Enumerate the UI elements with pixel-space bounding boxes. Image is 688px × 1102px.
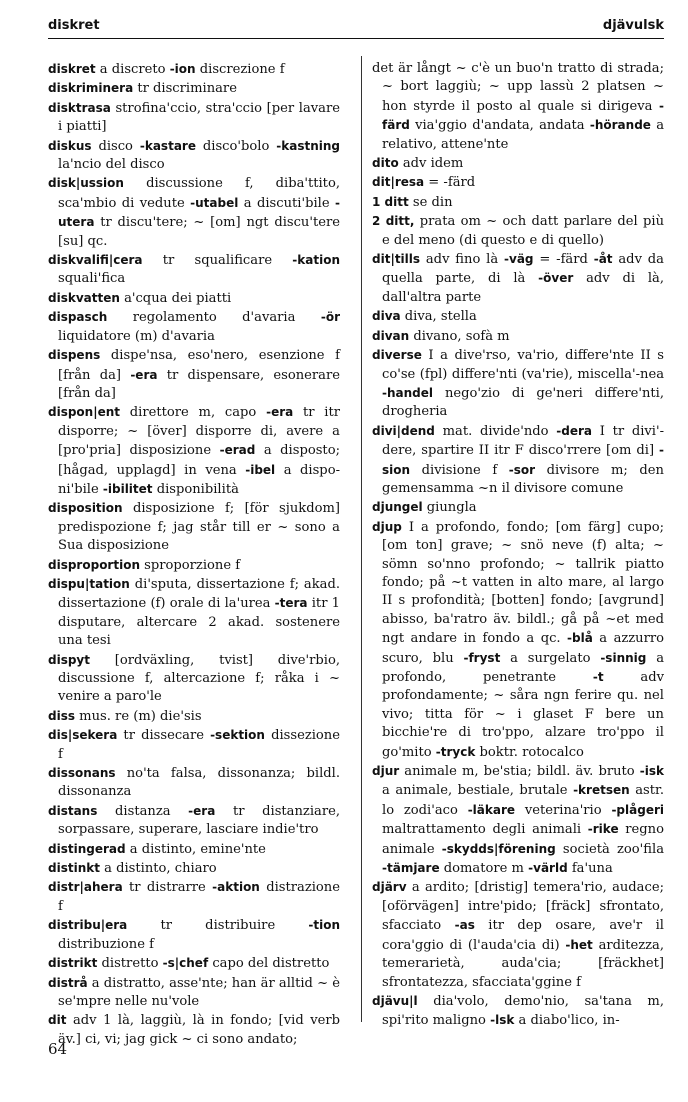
dictionary-entry (372, 250, 664, 307)
definition: adv da quella parte, di là (382, 252, 664, 287)
headword: -kastare (139, 138, 196, 153)
definition: domatore m (439, 861, 529, 877)
headword: -fryst (463, 650, 501, 665)
dictionary-entry (48, 79, 340, 98)
headword: dis|sekera (48, 728, 118, 743)
definition: distrazione f (58, 880, 340, 914)
definition: diva, stella (400, 309, 477, 325)
dictionary-entry (48, 878, 340, 916)
definition: disco'bolo (195, 138, 277, 154)
definition: adv di là, dall'altra parte (382, 271, 664, 305)
dictionary-entry (372, 307, 664, 326)
headword: -t (592, 670, 604, 684)
definition: a distinto, chiaro (99, 861, 217, 877)
headword: -sor (508, 462, 536, 477)
definition: veterina'rio (515, 802, 612, 818)
headword: -ibilitet (102, 481, 153, 496)
definition: det är långt ~ c'è un buo'n tratto di strada; ~ bort laggiù; ~ upp lassù 2 platsen ~ hon styrde il posto al quale si dirigeva (372, 61, 664, 114)
dictionary-entry (372, 327, 664, 346)
dictionary-entry (372, 878, 664, 991)
definition: tr distribuire (127, 918, 309, 934)
dictionary-entry (372, 422, 664, 499)
headword: diva (372, 309, 401, 324)
headword: 1 ditt (372, 194, 409, 209)
dictionary-entry (48, 651, 340, 707)
definition: dissezione f (58, 728, 340, 762)
headword: diskvatten (48, 290, 120, 305)
definition: tr dispensare, esonerare [från da] (58, 367, 340, 401)
headword: disk|ussion (48, 176, 124, 191)
headword: -åt (593, 252, 613, 267)
headword: dit|tills (372, 252, 421, 267)
headword: dispyt (48, 652, 90, 667)
headword: distr|ahera (48, 880, 123, 895)
headword: -hörande (589, 118, 651, 133)
definition: a distratto, asse'nte; han är alltid ~ è se'mpre nelle nu'vole (58, 975, 340, 1009)
definition: a dispo-ni'bile (58, 462, 340, 497)
headword: -sektion (210, 728, 265, 743)
dictionary-entry (48, 575, 340, 651)
definition: = -färd (424, 175, 476, 191)
header-last-entry: djävulsk (602, 18, 664, 33)
headword: dissonans (48, 766, 116, 781)
definition: adv fino là (420, 252, 505, 268)
definition: divisione f (410, 462, 509, 478)
headword: distans (48, 803, 98, 818)
definition: maltrattamento degli animali (382, 822, 588, 838)
headword: -ibel (245, 462, 276, 477)
definition: a profondo, penetrante (382, 650, 665, 685)
headword: distinkt (48, 861, 100, 876)
dictionary-entry (372, 498, 664, 517)
headword: djup (372, 519, 402, 534)
column-divider (361, 56, 362, 1022)
headword: -s|chef (162, 956, 209, 971)
headword: diskret (48, 62, 96, 76)
definition: boktr. rotocalco (475, 744, 584, 760)
definition: animale m, be'stia; bildl. äv. bruto (399, 764, 640, 780)
headword: -plågeri (611, 802, 664, 817)
dictionary-column-right (372, 60, 665, 1029)
headword: diskriminera (48, 81, 134, 96)
dictionary-entry (48, 840, 340, 859)
page-number: 64 (48, 1040, 68, 1058)
headword: dit (48, 1013, 67, 1028)
definition: tr squalificare (142, 253, 293, 269)
dictionary-entry (48, 60, 340, 79)
headword: -isk (639, 764, 664, 779)
headword: diss (48, 708, 75, 723)
headword: -sinnig (600, 650, 647, 665)
definition: sproporzione f (140, 557, 241, 573)
header-first-entry: diskret (48, 18, 100, 33)
headword: distrikt (48, 956, 98, 971)
headword: -färd (382, 98, 664, 133)
definition: distretto (97, 956, 163, 972)
headword: -era (188, 803, 216, 818)
definition: no'ta falsa, dissonanza; bildl. dissonanza (58, 766, 340, 800)
dictionary-entry (372, 154, 664, 173)
dictionary-entry (48, 859, 340, 878)
headword: -era (266, 405, 294, 420)
headword: -het (565, 937, 593, 952)
definition: tr distanziare, sorpassare, superare, lasciare indie'tro (58, 803, 340, 838)
dictionary-entry (372, 992, 664, 1031)
dictionary-entry (48, 802, 340, 840)
headword: dispasch (48, 310, 108, 325)
dictionary-column-left (48, 60, 341, 1047)
definition: se din (408, 194, 453, 210)
definition: di'sputa, dissertazione f; akad. dissertazione (f) orale di la'urea (58, 576, 340, 612)
headword: diverse (372, 348, 422, 363)
definition: mat. divide'ndo (434, 423, 557, 439)
definition: a distinto, emine'nte (125, 841, 266, 857)
definition: astr. lo zodi'aco (382, 783, 664, 818)
headword: -kation (292, 253, 340, 268)
definition: disposizione f; [för sjukdom] predispozione f; jag står till er ~ sono a Sua disposizione (58, 501, 340, 554)
headword: -rike (587, 822, 619, 837)
definition: tr distrarre (122, 880, 213, 896)
definition: itr dep osare, ave'r il cora'ggio di (l'auda'cia di) (382, 918, 664, 953)
dictionary-entry (48, 174, 340, 251)
definition: [ordväxling, tvist] dive'rbio, discussione f, altercazione f; råka i ~ venire a paro'le (58, 652, 340, 705)
headword: dispens (48, 348, 101, 363)
definition: a discuti'bile (238, 195, 336, 211)
headword: -tämjare (382, 861, 440, 876)
definition: liquidatore (m) d'avaria (58, 328, 215, 344)
headword: -as (454, 918, 475, 933)
definition: regolamento d'avaria (107, 310, 321, 326)
headword: -tryck (435, 744, 476, 759)
headword: -blå (567, 631, 593, 646)
headword: -utera (58, 195, 341, 230)
dictionary-entry (48, 707, 340, 726)
definition: squali'fica (58, 271, 126, 287)
definition: la'ncio del disco (58, 157, 165, 173)
definition: I tr divi'-dere, spartire II itr F disco'rrere [om di] (382, 423, 665, 459)
dictionary-entry (48, 251, 340, 289)
headword: -värld (528, 861, 568, 876)
headword: -ör (320, 310, 340, 325)
headword: dit|resa (372, 175, 425, 190)
definition: I a profondo, fondo; [om färg] cupo; [om ton] grave; ~ snö neve (f) alta; ~ sömn so'nno profondo; ~ tallrik piatto fondo; på ~t vatten in alto mare, al largo II s profondità; [botten] fondo; [avgrund] abisso, ba'ratro äv. bildl.; gå på ~et med ngt andare in fondo a qc. (382, 519, 664, 647)
dictionary-entry (48, 403, 340, 499)
dictionary-entry (48, 99, 340, 137)
headword: -tera (274, 596, 308, 611)
definition: a surgelato (500, 650, 601, 666)
headword: divan (372, 328, 410, 343)
definition: I a dive'rso, va'rio, differe'nte II s co'se (fpl) differe'nti (va'rie), miscella'-nea (382, 348, 664, 382)
headword: disproportion (48, 557, 140, 572)
headword: -utabel (190, 195, 239, 210)
headword: -lsk (490, 1013, 515, 1028)
definition: a discreto (95, 62, 170, 77)
definition: a animale, bestiale, brutale (382, 783, 574, 799)
headword: djungel (372, 500, 423, 515)
definition: disponibilità (152, 481, 239, 497)
headword: dito (372, 156, 399, 171)
headword: -skydds|förening (441, 841, 556, 856)
dictionary-entry (372, 346, 664, 422)
headword: 2 ditt, (372, 214, 415, 229)
dictionary-entry (48, 289, 340, 308)
headword: -väg (504, 252, 534, 267)
headword: disktrasa (48, 100, 111, 115)
dictionary-entry (48, 764, 340, 802)
headword: -handel (382, 385, 434, 400)
definition: adv idem (398, 156, 464, 172)
dictionary-entry (48, 954, 340, 973)
dictionary-entry (48, 137, 340, 175)
dictionary-entry (372, 193, 664, 212)
dictionary-entry (372, 518, 664, 762)
headword: -kretsen (573, 783, 630, 798)
definition: = -färd (533, 252, 594, 268)
headword: djävu|l (372, 993, 418, 1008)
dictionary-entry (48, 346, 340, 403)
definition: arditezza, temerarietà, auda'cia; [fräckhet] sfrontatezza, sfacciata'ggine f (382, 937, 664, 990)
headword: dispon|ent (48, 405, 121, 420)
definition: adv 1 là, laggiù, là in fondo; [vid verb äv.] ci, vi; jag gick ~ ci sono andato; (58, 1013, 340, 1047)
definition: distribuzione f (58, 936, 154, 952)
definition: a azzurro scuro, blu (382, 631, 665, 666)
headword: -era (130, 367, 158, 382)
definition: a'cqua dei piatti (119, 290, 232, 306)
dictionary-entry (48, 916, 340, 954)
definition: disco (91, 138, 140, 154)
headword: -över (538, 271, 574, 286)
headword: distingerad (48, 841, 126, 856)
headword: disposition (48, 501, 123, 516)
headword: -läkare (467, 802, 516, 817)
definition: strofina'ccio, stra'ccio [per lavare i piatti] (58, 100, 340, 135)
definition: via'ggio d'andata, andata (409, 118, 590, 134)
definition: nego'zio di ge'neri differe'nti, drogheria (382, 385, 664, 420)
dictionary-entry (48, 499, 340, 555)
definition: tr itr disporre; ~ [över] disporre di, avere a [pro'pria] disposizione (58, 405, 341, 459)
dictionary-entry (48, 308, 340, 346)
headword: diskvalifi|cera (48, 253, 143, 268)
headword: -tion (308, 918, 340, 933)
headword: djur (372, 764, 400, 779)
dictionary-entry (372, 173, 664, 192)
definition: capo del distretto (208, 956, 330, 972)
headword: -dera (556, 423, 592, 438)
dictionary-entry (48, 974, 340, 1012)
definition: dia'volo, demo'nio, sa'tana m, spi'rito maligno (382, 993, 664, 1029)
dictionary-entry (48, 556, 340, 575)
headword: distrå (48, 975, 88, 990)
headword: -erad (219, 443, 256, 458)
definition: tr discriminare (133, 81, 237, 97)
dictionary-entry (372, 762, 664, 878)
definition: mus. re (m) die'sis (75, 708, 202, 724)
definition: fa'una (567, 861, 613, 877)
definition: regno animale (382, 822, 664, 857)
headword: -sion (382, 443, 664, 477)
dictionary-entry (48, 1011, 340, 1049)
definition: a disposto; [hågad, upplagd] in vena (58, 443, 340, 478)
headword: distribu|era (48, 918, 128, 933)
headword: dispu|tation (48, 576, 130, 591)
definition: tr dissecare (117, 728, 211, 744)
headword: -aktion (212, 880, 260, 895)
definition: società zoo'fila (555, 841, 664, 857)
definition: a relativo, attene'nte (382, 118, 665, 152)
definition: dispe'nsa, eso'nero, esenzione f [från da] (58, 348, 340, 383)
definition: distanza (97, 803, 189, 819)
definition: discrezione f (195, 62, 285, 77)
definition: adv profondamente; ~ såra ngn ferire qu. nel vivo; titta för ~ i glaset F bere un bicchie're di tro'ppo, alzare tro'ppo il go'mito (382, 670, 664, 760)
dictionary-entry (372, 212, 664, 250)
definition: a diabo'lico, in- (514, 1013, 620, 1029)
dictionary-entry (372, 60, 664, 154)
headword: diskus (48, 138, 92, 153)
definition: divano, sofà m (409, 328, 510, 344)
definition: discussione f, diba'ttito, sca'mbio di vedute (58, 176, 340, 211)
headword: divi|dend (372, 423, 435, 438)
definition: itr 1 disputare, altercare 2 akad. sostenere una tesi (58, 596, 340, 649)
headword: djärv (372, 880, 407, 895)
dictionary-entry (48, 726, 340, 764)
headword: -kastning (276, 138, 340, 153)
definition: giungla (422, 500, 477, 516)
definition: tr discu'tere; ~ [om] ngt discu'tere [su] qc. (58, 215, 340, 249)
definition: direttore m, capo (120, 405, 267, 421)
running-header (48, 18, 664, 39)
definition: a ardito; [dristig] temera'rio, audace; [oförvägen] intre'pido; [fräck] sfrontato, sfacciato (382, 880, 664, 934)
definition: divisore m; den gemensamma ~n il divisore comune (382, 462, 664, 496)
headword: -ion (169, 62, 196, 76)
definition: prata om ~ och datt parlare del più e del meno (di questo e di quello) (382, 214, 664, 248)
